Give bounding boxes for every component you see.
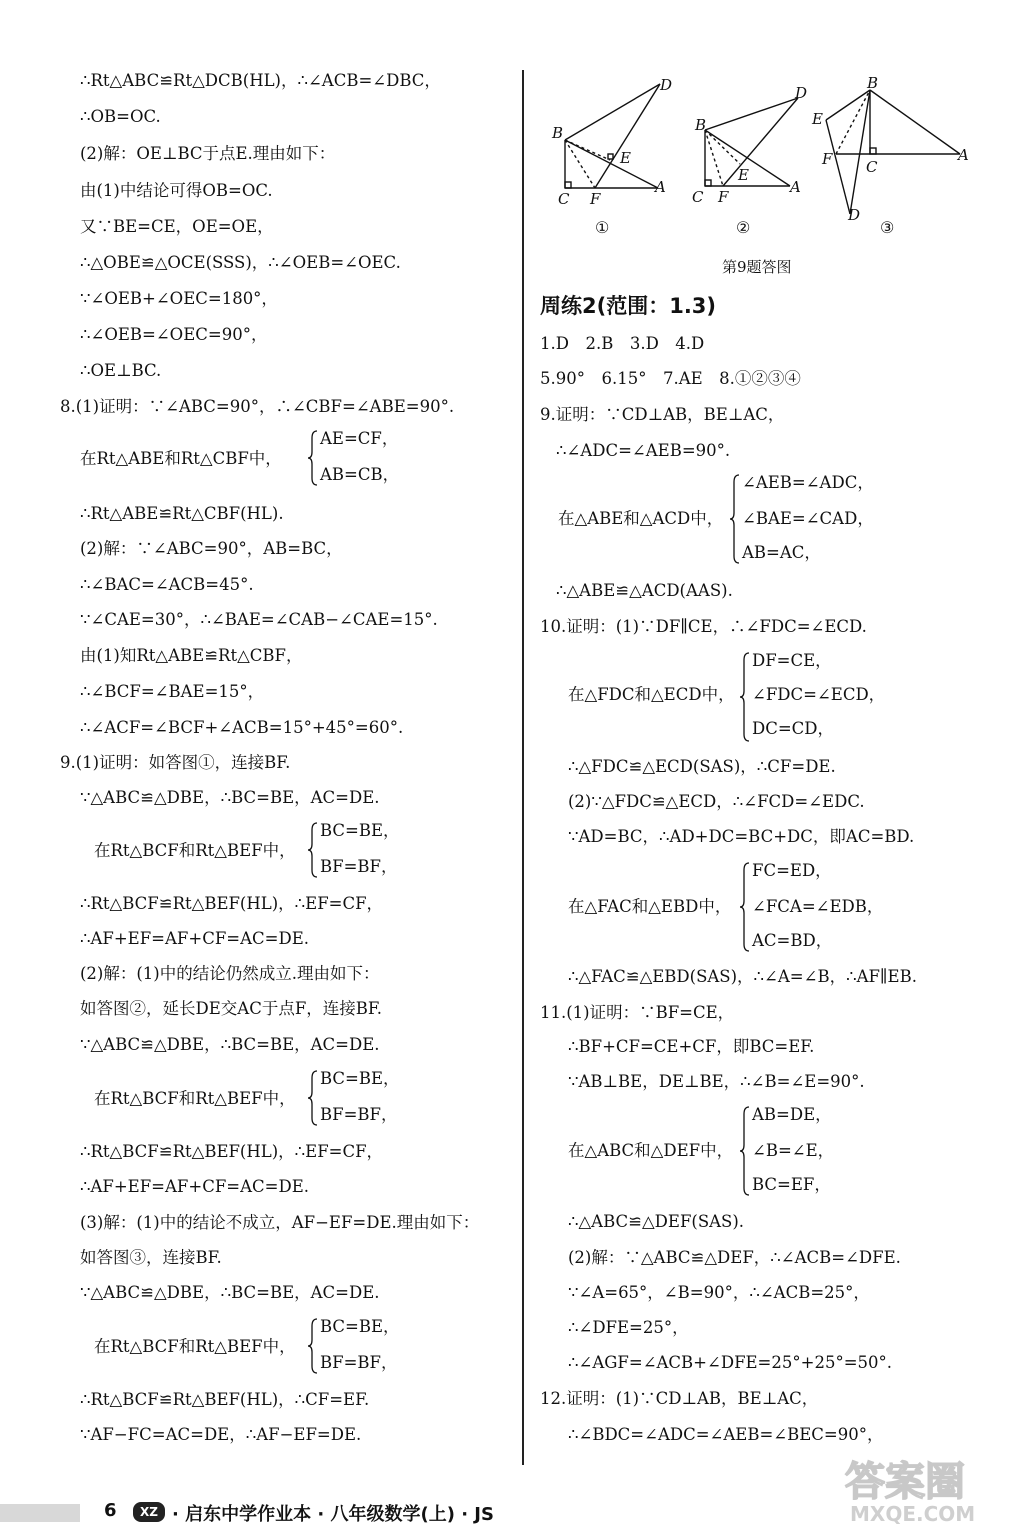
point-label-c: C <box>866 158 878 176</box>
text-line: ∴Rt△BCF≌Rt△BEF(HL)，∴EF=CF， <box>80 894 384 913</box>
text-line: ∴OB=OC. <box>80 107 161 126</box>
text-line: 10.证明：(1)∵DF∥CE，∴∠FDC=∠ECD. <box>540 617 867 636</box>
figure-caption: 第9题答图 <box>722 258 792 276</box>
brace-icon <box>740 862 750 952</box>
brace-item: BF=BF， <box>320 1353 398 1372</box>
figure-3 <box>826 90 960 214</box>
text-line: ∴Rt△ABC≌Rt△DCB(HL)，∴∠ACB=∠DBC， <box>80 71 441 90</box>
text-line: (2)解：OE⊥BC于点E.理由如下： <box>80 144 336 163</box>
text-line: ∴AF+EF=AF+CF=AC=DE. <box>80 929 309 948</box>
point-label-b: B <box>552 124 564 142</box>
text-line: 由(1)中结论可得OB=OC. <box>80 181 273 200</box>
text-line: ∴△ABC≌△DEF(SAS). <box>568 1212 745 1231</box>
text-line: ∴∠DFE=25°， <box>568 1318 689 1337</box>
text-line: ∵AF−FC=AC=DE，∴AF−EF=DE. <box>80 1425 362 1444</box>
column-divider <box>522 70 524 1465</box>
text-line: ∵AB⊥BE，DE⊥BE，∴∠B=∠E=90°. <box>568 1072 865 1091</box>
brace-item: AB=DE， <box>752 1105 832 1124</box>
text-line: ∴Rt△BCF≌Rt△BEF(HL)，∴EF=CF， <box>80 1142 384 1161</box>
text-line: (2)∵△FDC≌△ECD，∴∠FCD=∠EDC. <box>568 792 865 811</box>
text-line: 11.(1)证明：∵BF=CE， <box>540 1003 735 1022</box>
text-line: 由(1)知Rt△ABE≌Rt△CBF， <box>80 646 303 665</box>
text-line: ∵AD=BC，∴AD+DC=BC+DC，即AC=BD. <box>568 827 915 846</box>
point-label-b: B <box>867 74 879 92</box>
book-title: · 启东中学作业本 · 八年级数学(上) · JS <box>172 1504 494 1525</box>
brace-item: BC=BE， <box>320 821 400 840</box>
point-label-c: C <box>692 188 704 206</box>
text-line: ∵△ABC≌△DBE，∴BC=BE，AC=DE. <box>80 1035 380 1054</box>
figure-2 <box>705 98 798 186</box>
text-line: ∴△FAC≌△EBD(SAS)，∴∠A=∠B，∴AF∥EB. <box>568 967 917 986</box>
text-line: ∴Rt△ABE≌Rt△CBF(HL). <box>80 504 284 523</box>
brace-prefix: 在△FDC和△ECD中， <box>568 685 735 704</box>
brace-item: ∠FCA=∠EDB， <box>752 897 884 916</box>
point-label-e: E <box>620 149 631 167</box>
brace-prefix: 在Rt△ABE和Rt△CBF中， <box>80 449 282 468</box>
text-line: 9.证明：∵CD⊥AB，BE⊥AC， <box>540 405 785 424</box>
brace-item: ∠B=∠E， <box>752 1141 835 1160</box>
brace-prefix: 在Rt△BCF和Rt△BEF中， <box>94 1089 296 1108</box>
text-line: ∵△ABC≌△DBE，∴BC=BE，AC=DE. <box>80 1283 380 1302</box>
brace-item: ∠FDC=∠ECD， <box>752 685 886 704</box>
text-line: 如答图③，连接BF. <box>80 1248 222 1267</box>
text-line: 12.证明：(1)∵CD⊥AB，BE⊥AC， <box>540 1389 819 1408</box>
brace-item: BC=BE， <box>320 1317 400 1336</box>
text-line: 8.(1)证明：∵∠ABC=90°，∴∠CBF=∠ABE=90°. <box>60 397 455 416</box>
text-line: 9.(1)证明：如答图①，连接BF. <box>60 753 291 772</box>
figure-label-1: ① <box>595 218 610 237</box>
point-label-f: F <box>822 150 833 168</box>
page-number: 6 <box>104 1500 117 1521</box>
brace-prefix: 在△ABE和△ACD中， <box>558 509 724 528</box>
brace-prefix: 在Rt△BCF和Rt△BEF中， <box>94 1337 296 1356</box>
watermark-url: MXQE.COM <box>850 1502 976 1526</box>
answer-line: 5.90° 6.15° 7.AE 8.①②③④ <box>540 369 801 388</box>
text-line: ∴∠OEB=∠OEC=90°， <box>80 325 268 344</box>
brace-prefix: 在Rt△BCF和Rt△BEF中， <box>94 841 296 860</box>
text-line: ∴∠BDC=∠ADC=∠AEB=∠BEC=90°， <box>568 1425 884 1444</box>
point-label-d: D <box>660 76 673 94</box>
brace-icon <box>308 1070 318 1126</box>
text-line: (2)解：∵△ABC≌△DEF，∴∠ACB=∠DFE. <box>568 1248 901 1267</box>
brace-item: DC=CD， <box>752 719 835 738</box>
figure-label-3: ③ <box>880 218 895 237</box>
point-label-f: F <box>718 188 729 206</box>
figure-3-labels <box>811 74 969 224</box>
text-line: ∴BF+CF=CE+CF，即BC=EF. <box>568 1037 815 1056</box>
text-line: ∵△ABC≌△DBE，∴BC=BE，AC=DE. <box>80 788 380 807</box>
watermark <box>840 1450 1010 1530</box>
text-line: ∴△OBE≌△OCE(SSS)，∴∠OEB=∠OEC. <box>80 253 401 272</box>
footer-bar <box>0 1504 80 1522</box>
text-line: 如答图②，延长DE交AC于点F，连接BF. <box>80 999 383 1018</box>
point-label-a: A <box>655 178 666 196</box>
text-line: ∵∠CAE=30°，∴∠BAE=∠CAB−∠CAE=15°. <box>80 610 438 629</box>
figure-2-labels <box>692 84 807 206</box>
text-line: ∴△ABE≌△ACD(AAS). <box>556 581 733 600</box>
brace-item: AB=AC， <box>742 543 821 562</box>
publisher-logo: XZ <box>133 1502 165 1522</box>
text-line: ∴△FDC≌△ECD(SAS)，∴CF=DE. <box>568 757 836 776</box>
point-label-e: E <box>812 110 823 128</box>
text-line: ∴AF+EF=AF+CF=AC=DE. <box>80 1177 309 1196</box>
text-line: ∴∠BAC=∠ACB=45°. <box>80 575 254 594</box>
brace-icon <box>308 430 318 486</box>
text-line: ∴OE⊥BC. <box>80 361 162 380</box>
brace-item: AE=CF， <box>320 429 399 448</box>
brace-icon <box>740 1106 750 1196</box>
watermark-logo-text: 答案圈 <box>845 1459 965 1505</box>
brace-item: FC=ED， <box>752 861 832 880</box>
point-label-f: F <box>590 190 601 208</box>
brace-item: AC=BD， <box>752 931 833 950</box>
brace-item: BF=BF， <box>320 857 398 876</box>
section-heading: 周练2(范围：1.3) <box>540 294 717 318</box>
figure-1 <box>565 84 660 188</box>
brace-item: BC=BE， <box>320 1069 400 1088</box>
brace-icon <box>740 652 750 742</box>
brace-item: BC=EF， <box>752 1175 831 1194</box>
point-label-a: A <box>958 146 969 164</box>
point-label-a: A <box>790 178 801 196</box>
text-line: (3)解：(1)中的结论不成立，AF−EF=DE.理由如下： <box>80 1213 480 1232</box>
text-line: ∴Rt△BCF≌Rt△BEF(HL)，∴CF=EF. <box>80 1390 370 1409</box>
text-line: ∴∠ACF=∠BCF+∠ACB=15°+45°=60°. <box>80 718 404 737</box>
brace-item: AB=CB， <box>320 465 400 484</box>
figure-label-2: ② <box>736 218 751 237</box>
brace-item: ∠BAE=∠CAD， <box>742 509 874 528</box>
point-label-b: B <box>695 116 707 134</box>
point-label-c: C <box>558 190 570 208</box>
answer-line: 1.D 2.B 3.D 4.D <box>540 334 705 353</box>
brace-item: ∠AEB=∠ADC， <box>742 473 874 492</box>
brace-item: BF=BF， <box>320 1105 398 1124</box>
text-line: 又∵BE=CE，OE=OE， <box>80 217 274 236</box>
brace-prefix: 在△ABC和△DEF中， <box>568 1141 734 1160</box>
brace-prefix: 在△FAC和△EBD中， <box>568 897 732 916</box>
brace-item: DF=CE， <box>752 651 832 670</box>
text-line: (2)解：(1)中的结论仍然成立.理由如下： <box>80 964 380 983</box>
text-line: ∴∠ADC=∠AEB=90°. <box>556 441 731 460</box>
point-label-d: D <box>848 206 861 224</box>
brace-icon <box>308 822 318 878</box>
text-line: ∴∠AGF=∠ACB+∠DFE=25°+25°=50°. <box>568 1353 893 1372</box>
point-label-e: E <box>738 166 749 184</box>
brace-icon <box>308 1318 318 1374</box>
text-line: (2)解：∵∠ABC=90°，AB=BC， <box>80 539 343 558</box>
brace-icon <box>730 474 740 564</box>
text-line: ∴∠BCF=∠BAE=15°， <box>80 682 265 701</box>
point-label-d: D <box>795 84 808 102</box>
text-line: ∵∠A=65°，∠B=90°，∴∠ACB=25°， <box>568 1283 870 1302</box>
text-line: ∵∠OEB+∠OEC=180°， <box>80 289 278 308</box>
